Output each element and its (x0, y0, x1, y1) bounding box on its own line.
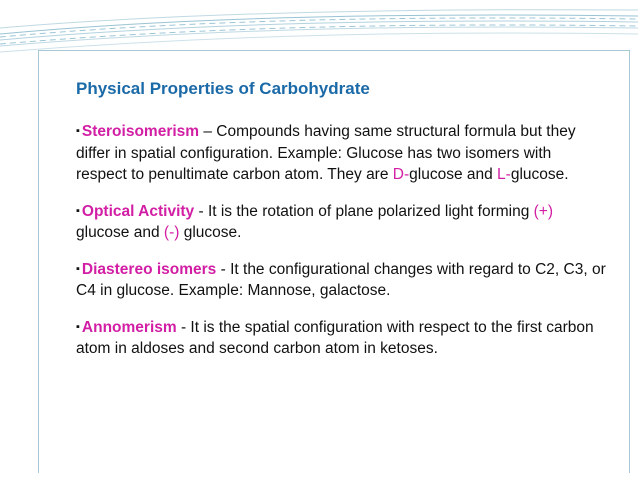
slide-title: Physical Properties of Carbohydrate (76, 79, 370, 98)
highlight-plus: (+) (533, 202, 554, 220)
item-diastereo-isomers (76, 259, 606, 302)
highlight-minus: (-) (163, 224, 180, 241)
slide-body (76, 121, 606, 375)
bullet-icon: ▪ (76, 320, 80, 333)
highlight-d: D- (392, 166, 410, 183)
term-annomerism: Annomerism (81, 318, 177, 336)
highlight-l: L- (497, 166, 511, 183)
text-segment: glucose and (76, 224, 164, 241)
bullet-icon: ▪ (76, 204, 80, 217)
text-segment: - It is the spatial configuration with respect to the first carbon atom in aldoses and second carbon atom in ketoses. (76, 318, 594, 357)
bullet-icon: ▪ (76, 262, 80, 275)
term-diastereo-isomers: Diastereo isomers (81, 260, 217, 278)
text-segment: - It is the rotation of plane polarized light forming (194, 202, 534, 220)
text-segment: glucose and (409, 166, 498, 183)
term-optical-activity: Optical Activity (81, 202, 195, 220)
item-annomerism (76, 317, 606, 360)
text-segment: glucose. (510, 166, 569, 183)
text-segment: glucose. (179, 224, 242, 241)
item-optical-activity (76, 201, 606, 244)
bullet-icon: ▪ (76, 125, 80, 137)
text-segment: – Compounds having same structural formula but they differ in spatial configuration. Example: Glucose has two isomers with respect to penultimate carbon atom. They are (76, 123, 576, 183)
text-segment: - It the configurational changes with regard to C2, C3, or C4 in glucose. Example: Mannose, galactose. (76, 260, 606, 299)
item-steroisomerism (76, 121, 606, 186)
term-steroisomerism: Steroisomerism (81, 123, 200, 140)
